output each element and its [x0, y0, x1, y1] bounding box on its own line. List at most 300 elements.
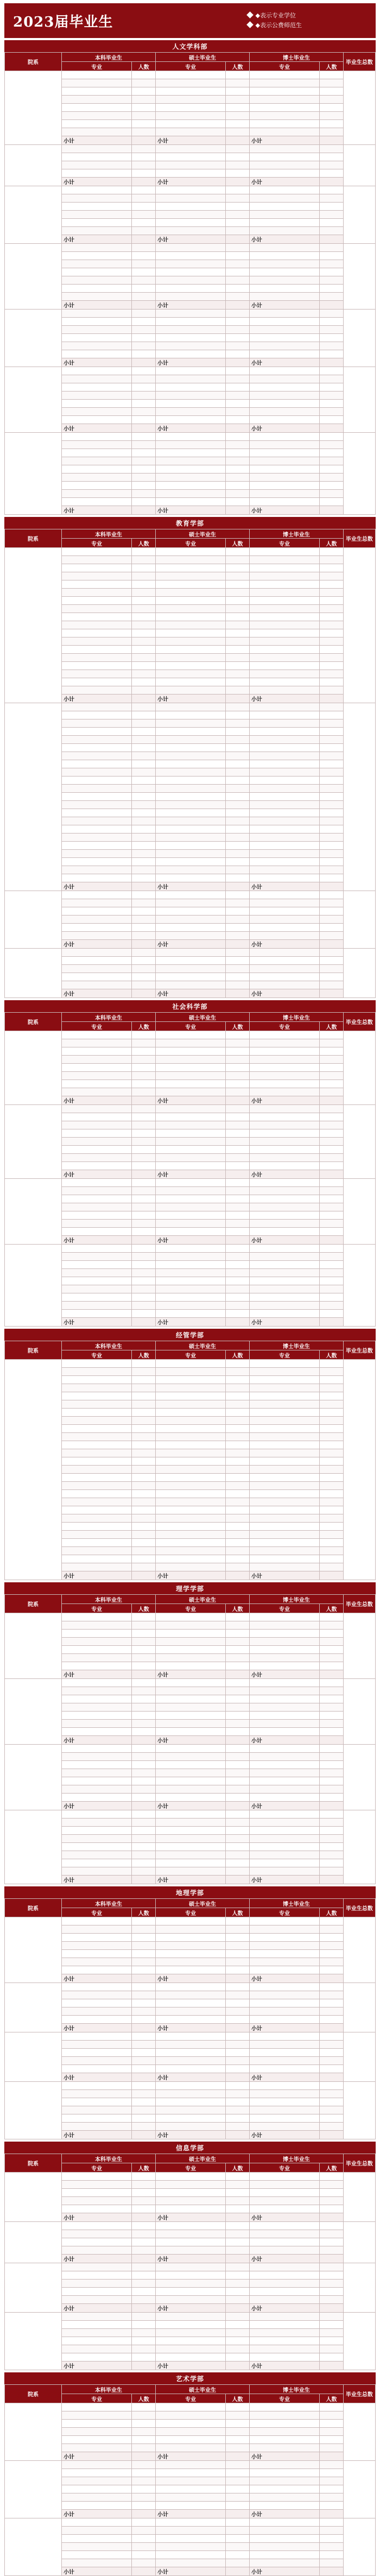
major-cell	[156, 2230, 226, 2238]
major-cell	[249, 244, 319, 252]
subtotal-label: 小计	[62, 301, 132, 310]
major-cell	[62, 120, 132, 128]
header-major: 专业	[249, 2394, 319, 2403]
count-cell	[226, 219, 250, 227]
major-cell	[156, 1810, 226, 1819]
major-cell	[249, 1425, 319, 1433]
total-cell	[343, 71, 375, 145]
major-cell	[156, 2181, 226, 2189]
subtotal-label: 小计	[62, 136, 132, 145]
major-cell	[249, 1449, 319, 1457]
subtotal-label: 小计	[62, 1236, 132, 1245]
count-cell	[132, 760, 156, 768]
count-cell	[132, 2246, 156, 2255]
major-cell	[62, 2098, 132, 2106]
header-total: 毕业生总数	[343, 1595, 375, 1613]
table-row	[5, 1031, 376, 1039]
major-cell	[62, 1531, 132, 1539]
header-count: 人数	[132, 1350, 156, 1360]
major-cell	[156, 2353, 226, 2362]
count-cell	[132, 1146, 156, 1154]
header-dept: 院系	[5, 1013, 62, 1031]
major-cell	[156, 891, 226, 899]
major-cell	[156, 2205, 226, 2213]
count-cell	[132, 1245, 156, 1253]
count-cell	[320, 1261, 344, 1269]
count-cell	[226, 1571, 250, 1580]
count-cell	[226, 498, 250, 506]
count-cell	[132, 2527, 156, 2535]
count-cell	[226, 112, 250, 120]
major-cell	[62, 703, 132, 711]
major-cell	[249, 1514, 319, 1523]
count-cell	[320, 1409, 344, 1417]
major-cell	[156, 2197, 226, 2205]
major-cell	[62, 1983, 132, 1991]
major-cell	[249, 728, 319, 736]
count-cell	[132, 1769, 156, 1777]
major-cell	[249, 2263, 319, 2271]
count-cell	[132, 79, 156, 87]
major-cell	[156, 145, 226, 153]
count-cell	[320, 1384, 344, 1392]
count-cell	[226, 817, 250, 825]
major-cell	[62, 1777, 132, 1785]
major-cell	[156, 2469, 226, 2477]
major-cell	[249, 556, 319, 564]
count-cell	[226, 1285, 250, 1293]
major-cell	[62, 465, 132, 473]
major-cell	[249, 2502, 319, 2510]
count-cell	[226, 383, 250, 392]
major-cell	[62, 2090, 132, 2098]
count-cell	[320, 2535, 344, 2543]
count-cell	[226, 1654, 250, 1662]
count-cell	[132, 2049, 156, 2057]
count-cell	[320, 2452, 344, 2461]
major-cell	[249, 1925, 319, 1934]
major-cell	[62, 2353, 132, 2362]
section-table	[4, 2154, 376, 2370]
page-title: 2023届毕业生	[13, 14, 113, 30]
count-cell	[226, 424, 250, 433]
count-cell	[226, 564, 250, 572]
count-cell	[226, 2329, 250, 2337]
count-cell	[132, 2213, 156, 2222]
major-cell	[249, 2082, 319, 2090]
count-cell	[320, 2567, 344, 2576]
count-cell	[132, 424, 156, 433]
header-major: 专业	[249, 2163, 319, 2173]
major-cell	[62, 1162, 132, 1170]
count-cell	[132, 2304, 156, 2313]
subtotal-label: 小计	[156, 178, 226, 186]
major-cell	[156, 2057, 226, 2065]
major-cell	[156, 949, 226, 957]
total-cell	[343, 1745, 375, 1810]
major-cell	[249, 1245, 319, 1253]
count-cell	[226, 2428, 250, 2436]
dept-cell	[5, 367, 62, 433]
count-cell	[226, 1876, 250, 1884]
count-cell	[320, 416, 344, 424]
count-cell	[320, 318, 344, 326]
total-cell	[343, 186, 375, 244]
count-cell	[226, 2345, 250, 2353]
major-cell	[249, 744, 319, 752]
subtotal-label: 小计	[249, 1736, 319, 1745]
header-major: 专业	[62, 1604, 132, 1613]
count-cell	[132, 1761, 156, 1769]
count-cell	[132, 1695, 156, 1703]
major-cell	[249, 1654, 319, 1662]
subtotal-label: 小计	[156, 2073, 226, 2082]
header-total: 毕业生总数	[343, 2385, 375, 2403]
major-cell	[249, 1843, 319, 1851]
count-cell	[132, 1474, 156, 1482]
count-cell	[320, 564, 344, 572]
count-cell	[132, 1867, 156, 1876]
major-cell	[156, 1277, 226, 1285]
count-cell	[226, 2205, 250, 2213]
count-cell	[132, 2181, 156, 2189]
count-cell	[226, 785, 250, 793]
count-cell	[226, 1695, 250, 1703]
major-cell	[156, 1638, 226, 1646]
header-undergrad: 本科毕业生	[62, 1595, 156, 1604]
count-cell	[132, 1974, 156, 1983]
major-cell	[156, 817, 226, 825]
count-cell	[226, 71, 250, 79]
header-master: 硕士毕业生	[156, 1013, 250, 1022]
major-cell	[156, 1162, 226, 1170]
count-cell	[320, 482, 344, 490]
major-cell	[156, 2238, 226, 2246]
count-cell	[132, 2082, 156, 2090]
count-cell	[226, 957, 250, 965]
count-cell	[132, 1360, 156, 1368]
major-cell	[156, 1376, 226, 1384]
major-cell	[249, 2403, 319, 2411]
count-cell	[132, 1531, 156, 1539]
count-cell	[226, 1179, 250, 1187]
major-cell	[62, 1867, 132, 1876]
count-cell	[132, 907, 156, 916]
count-cell	[132, 949, 156, 957]
major-cell	[156, 1539, 226, 1547]
major-cell	[62, 2436, 132, 2444]
major-cell	[62, 2502, 132, 2510]
subtotal-label: 小计	[249, 1974, 319, 1983]
dept-cell	[5, 2403, 62, 2461]
count-cell	[320, 2280, 344, 2288]
header-count: 人数	[132, 1604, 156, 1613]
count-cell	[132, 219, 156, 227]
section-table	[4, 1341, 376, 1580]
major-cell	[156, 1555, 226, 1563]
count-cell	[226, 809, 250, 817]
count-cell	[226, 350, 250, 358]
count-cell	[132, 506, 156, 515]
major-cell	[156, 1835, 226, 1843]
major-cell	[62, 2114, 132, 2123]
count-cell	[226, 2057, 250, 2065]
count-cell	[320, 2057, 344, 2065]
count-cell	[132, 1827, 156, 1835]
count-cell	[132, 1031, 156, 1039]
major-cell	[156, 342, 226, 350]
major-cell	[249, 2114, 319, 2123]
subtotal-label: 小计	[156, 2024, 226, 2032]
major-cell	[249, 285, 319, 293]
count-cell	[320, 227, 344, 235]
major-cell	[249, 973, 319, 981]
major-cell	[249, 1531, 319, 1539]
count-cell	[226, 1547, 250, 1555]
count-cell	[320, 1531, 344, 1539]
count-cell	[226, 1621, 250, 1630]
major-cell	[62, 1138, 132, 1146]
major-cell	[62, 2469, 132, 2477]
major-cell	[156, 686, 226, 694]
subtotal-label: 小计	[62, 2024, 132, 2032]
major-cell	[156, 1958, 226, 1966]
count-cell	[226, 1466, 250, 1474]
major-cell	[156, 1293, 226, 1302]
major-cell	[62, 2065, 132, 2073]
count-cell	[132, 2535, 156, 2543]
count-cell	[132, 2016, 156, 2024]
major-cell	[249, 932, 319, 940]
count-cell	[320, 326, 344, 334]
count-cell	[226, 752, 250, 760]
major-cell	[156, 1991, 226, 1999]
major-cell	[62, 1761, 132, 1769]
major-cell	[62, 744, 132, 752]
subtotal-label: 小计	[156, 940, 226, 949]
count-cell	[132, 276, 156, 285]
count-cell	[226, 613, 250, 621]
major-cell	[249, 490, 319, 498]
major-cell	[156, 825, 226, 834]
major-cell	[249, 850, 319, 858]
major-cell	[249, 2485, 319, 2493]
major-cell	[62, 1991, 132, 1999]
major-cell	[249, 760, 319, 768]
count-cell	[320, 1293, 344, 1302]
major-cell	[62, 153, 132, 161]
count-cell	[132, 2280, 156, 2288]
count-cell	[132, 2131, 156, 2139]
header-count: 人数	[226, 2163, 250, 2173]
count-cell	[132, 678, 156, 686]
subtotal-label: 小计	[156, 2304, 226, 2313]
major-cell	[249, 1285, 319, 1293]
major-cell	[249, 375, 319, 383]
major-cell	[62, 2477, 132, 2485]
major-cell	[249, 1211, 319, 1220]
count-cell	[320, 1983, 344, 1991]
major-cell	[62, 1245, 132, 1253]
count-cell	[320, 2321, 344, 2329]
count-cell	[320, 834, 344, 842]
count-cell	[226, 703, 250, 711]
header-total: 毕业生总数	[343, 53, 375, 71]
dept-cell	[5, 1360, 62, 1580]
count-cell	[132, 2296, 156, 2304]
major-cell	[249, 1138, 319, 1146]
count-cell	[320, 310, 344, 318]
total-cell	[343, 1983, 375, 2032]
major-cell	[249, 1031, 319, 1039]
count-cell	[132, 1064, 156, 1072]
major-cell	[156, 785, 226, 793]
count-cell	[320, 662, 344, 670]
count-cell	[226, 1113, 250, 1121]
count-cell	[320, 719, 344, 728]
major-cell	[62, 1285, 132, 1293]
count-cell	[226, 1999, 250, 2007]
count-cell	[226, 1400, 250, 1409]
count-cell	[320, 1072, 344, 1080]
count-cell	[132, 1425, 156, 1433]
dept-cell	[5, 1745, 62, 1810]
legend	[248, 11, 302, 30]
count-cell	[320, 350, 344, 358]
count-cell	[320, 2065, 344, 2073]
major-cell	[249, 1794, 319, 1802]
major-cell	[249, 629, 319, 637]
major-cell	[156, 318, 226, 326]
count-cell	[320, 686, 344, 694]
major-cell	[62, 899, 132, 907]
major-cell	[249, 965, 319, 973]
major-cell	[156, 244, 226, 252]
count-cell	[226, 825, 250, 834]
count-cell	[226, 1630, 250, 1638]
count-cell	[226, 1449, 250, 1457]
count-cell	[320, 1220, 344, 1228]
major-cell	[62, 1113, 132, 1121]
count-cell	[226, 2090, 250, 2098]
count-cell	[226, 1720, 250, 1728]
total-cell	[343, 1245, 375, 1327]
header-count: 人数	[320, 62, 344, 71]
count-cell	[226, 1088, 250, 1096]
count-cell	[132, 1441, 156, 1449]
count-cell	[132, 1983, 156, 1991]
count-cell	[132, 2238, 156, 2246]
count-cell	[132, 597, 156, 605]
header-dept: 院系	[5, 53, 62, 71]
major-cell	[62, 104, 132, 112]
count-cell	[132, 646, 156, 654]
major-cell	[249, 2428, 319, 2436]
section-title: 信息学部	[4, 2142, 376, 2154]
table-row	[5, 548, 376, 556]
major-cell	[62, 482, 132, 490]
subtotal-label: 小计	[249, 694, 319, 703]
count-cell	[226, 711, 250, 719]
count-cell	[320, 694, 344, 703]
major-cell	[249, 2461, 319, 2469]
count-cell	[320, 882, 344, 891]
count-cell	[226, 629, 250, 637]
major-cell	[62, 334, 132, 342]
major-cell	[156, 161, 226, 169]
major-cell	[249, 2098, 319, 2106]
count-cell	[320, 219, 344, 227]
count-cell	[226, 801, 250, 809]
major-cell	[249, 326, 319, 334]
major-cell	[249, 2106, 319, 2114]
count-cell	[226, 2082, 250, 2090]
major-cell	[62, 1745, 132, 1753]
count-cell	[320, 285, 344, 293]
count-cell	[226, 96, 250, 104]
count-cell	[226, 1211, 250, 1220]
count-cell	[226, 145, 250, 153]
count-cell	[132, 457, 156, 465]
count-cell	[226, 2106, 250, 2114]
table-row	[5, 949, 376, 957]
major-cell	[156, 416, 226, 424]
dept-cell	[5, 2263, 62, 2313]
count-cell	[226, 760, 250, 768]
count-cell	[226, 858, 250, 866]
major-cell	[249, 613, 319, 621]
major-cell	[156, 916, 226, 924]
count-cell	[226, 1360, 250, 1368]
count-cell	[226, 621, 250, 629]
major-cell	[156, 801, 226, 809]
header-count: 人数	[132, 539, 156, 548]
count-cell	[132, 2057, 156, 2065]
header-major: 专业	[156, 2394, 226, 2403]
count-cell	[226, 334, 250, 342]
major-cell	[62, 1934, 132, 1942]
count-cell	[320, 194, 344, 203]
count-cell	[320, 793, 344, 801]
count-cell	[226, 654, 250, 662]
major-cell	[156, 2189, 226, 2197]
table-row	[5, 891, 376, 899]
major-cell	[249, 1539, 319, 1547]
major-cell	[249, 858, 319, 866]
major-cell	[62, 96, 132, 104]
table-row	[5, 2403, 376, 2411]
major-cell	[62, 227, 132, 235]
major-cell	[62, 1064, 132, 1072]
count-cell	[226, 2321, 250, 2329]
count-cell	[226, 548, 250, 556]
major-cell	[156, 605, 226, 613]
major-cell	[249, 1088, 319, 1096]
count-cell	[320, 2173, 344, 2181]
major-cell	[62, 1417, 132, 1425]
subtotal-label: 小计	[156, 2452, 226, 2461]
major-cell	[156, 457, 226, 465]
major-cell	[249, 416, 319, 424]
major-cell	[249, 161, 319, 169]
count-cell	[320, 408, 344, 416]
major-cell	[156, 2007, 226, 2016]
major-cell	[156, 1679, 226, 1687]
count-cell	[132, 564, 156, 572]
major-cell	[249, 408, 319, 416]
major-cell	[249, 2420, 319, 2428]
count-cell	[320, 96, 344, 104]
